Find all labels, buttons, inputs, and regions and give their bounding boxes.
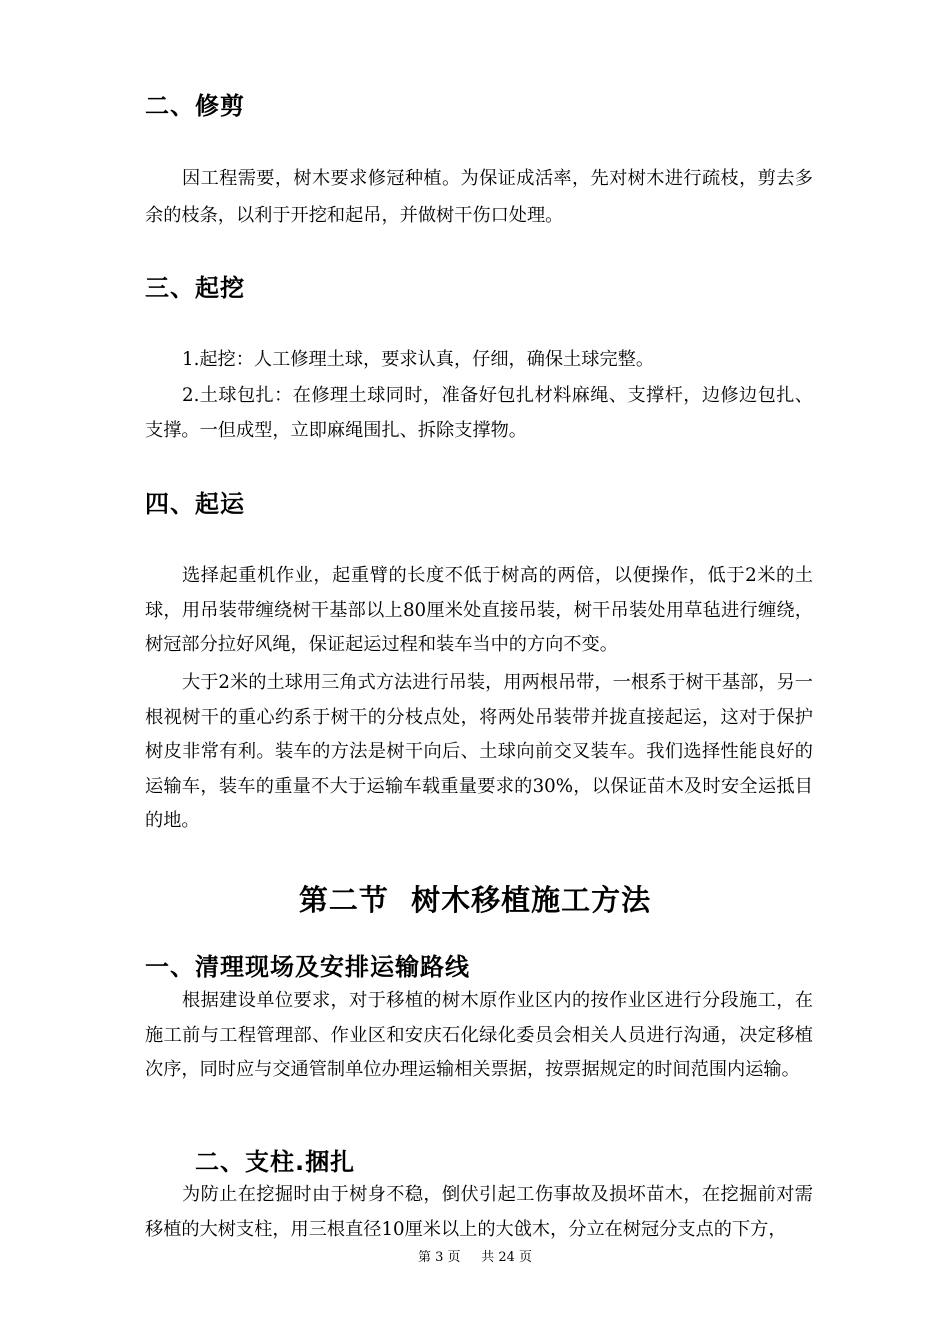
paragraph-trim: 因工程需要，树木要求修冠种植。为保证成活率，先对树木进行疏枝，剪去多余的枝条，以利于开挖和起吊，并做树干伤口处理。 [145, 168, 813, 226]
heading-lift: 四、起运 [145, 490, 245, 518]
section-title: 第二节 树木移植施工方法 [298, 883, 652, 917]
paragraph-lift-1: 选择起重机作业，起重臂的长度不低于树高的两倍，以便操作，低于2米的土球，用吊装带缠绕树干基部以上80厘米处直接吊装，树干吊装处用草毡进行缠绕，树冠部分拉好风绳，保证起运过程和装车当中的方向不变。 [145, 565, 813, 655]
paragraph-lift-2: 大于2米的土球用三角式方法进行吊装，用两根吊带，一根系于树干基部，另一根视树干的重心约系于树干的分枝点处，将两处吊装带并拢直接起运，这对于保护树皮非常有利。装车的方法是树干向后、土球向前交叉装车。我们选择性能良好的运输车，装车的重量不大于运输车载重量要求的30%，以保证苗木及时安全运抵目的地。 [145, 672, 813, 831]
list-item-dig-1: 1.起挖：人工修理土球，要求认真，仔细，确保土球完整。 [182, 349, 655, 370]
page-footer: 第 3 页 共 24 页 [417, 1250, 532, 1265]
heading-support: 二、支柱.捆扎 [195, 1148, 356, 1176]
paragraph-clear: 根据建设单位要求，对于移植的树木原作业区内的按作业区进行分段施工，在施工前与工程管理部、作业区和安庆石化绿化委员会相关人员进行沟通，决定移植次序，同时应与交通管制单位办理运输相关票据，按票据规定的时间范围内运输。 [145, 990, 813, 1080]
list-item-dig-2: 2.土球包扎：在修理土球同时，准备好包扎材料麻绳、支撑杆，边修边包扎、支撑。一但成型，立即麻绳围扎、拆除支撑物。 [145, 385, 813, 441]
paragraph-support: 为防止在挖掘时由于树身不稳，倒伏引起工伤事故及损坏苗木，在挖掘前对需移植的大树支柱，用三根直径10厘米以上的大戗木，分立在树冠分支点的下方， [145, 1184, 813, 1240]
heading-trim: 二、修剪 [145, 92, 245, 120]
heading-dig: 三、起挖 [145, 274, 245, 302]
heading-clear: 一、清理现场及安排运输路线 [145, 953, 470, 981]
